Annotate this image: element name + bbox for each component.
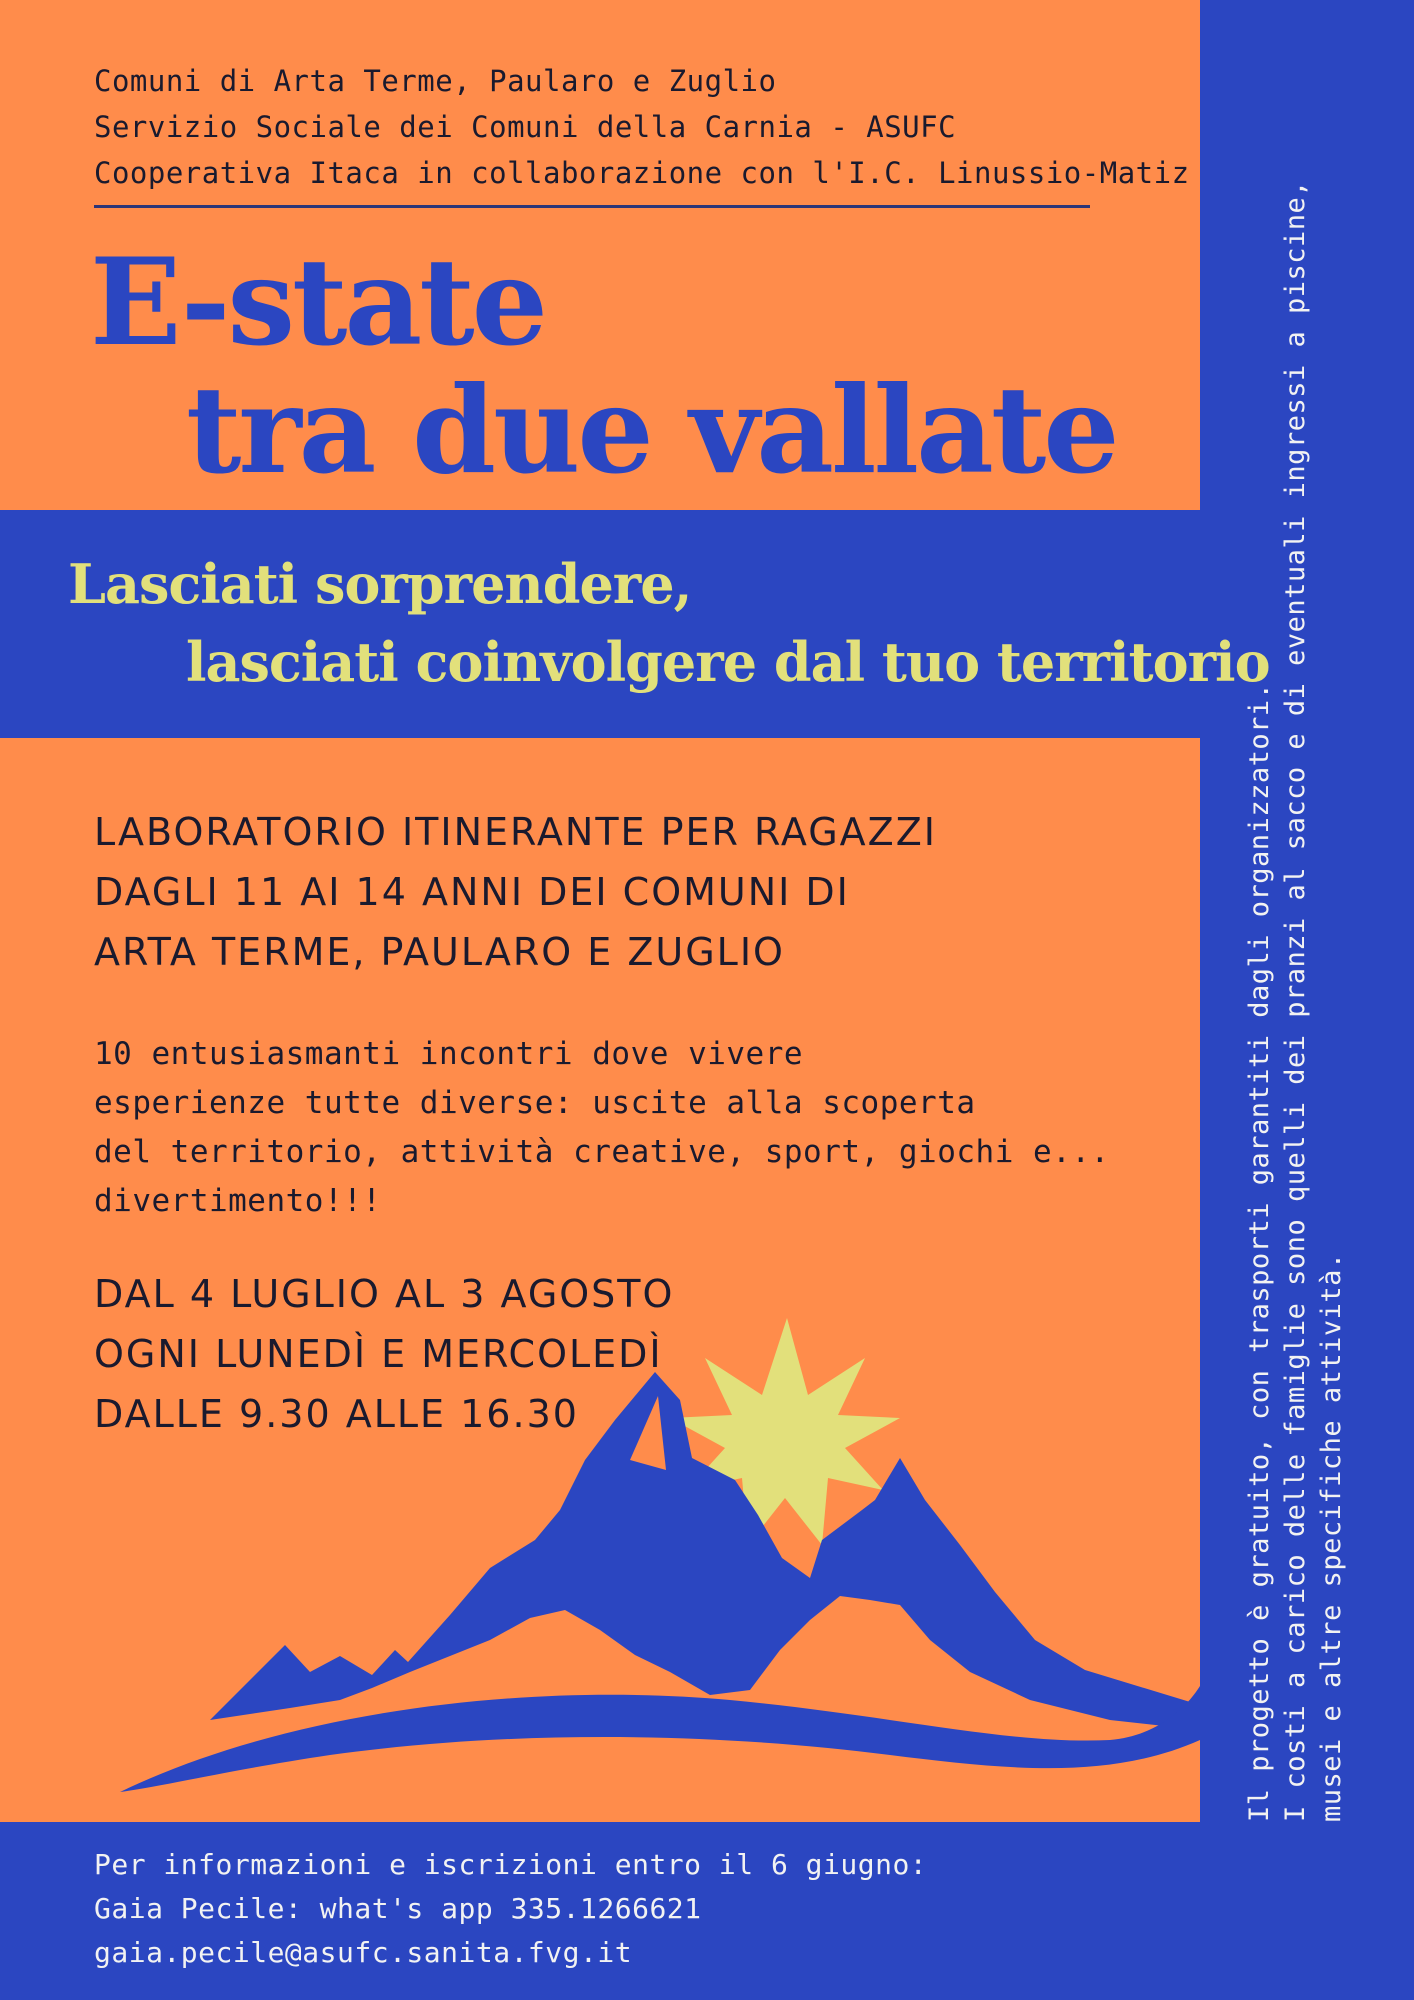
- sidebar-line-2: I costi a carico delle famiglie sono quelli dei pranzi al sacco e di eventuali ingressi a piscine,: [1280, 179, 1311, 1822]
- organizer-line-3: Cooperativa Itaca in collaborazione con l'I.C. Linussio-Matiz: [94, 156, 1190, 190]
- footer-contact-email[interactable]: gaia.pecile@asufc.sanita.fvg.it: [94, 1936, 633, 1969]
- schedule-line-1: DAL 4 LUGLIO AL 3 AGOSTO: [94, 1272, 675, 1316]
- sidebar-line-3: musei e altre specifiche attività.: [1316, 1252, 1347, 1822]
- mountain-sun-illustration: [110, 1300, 1200, 1820]
- organizer-line-1: Comuni di Arta Terme, Paularo e Zuglio: [94, 64, 777, 98]
- schedule-line-3: DALLE 9.30 ALLE 16.30: [94, 1392, 579, 1436]
- header-divider: [94, 205, 1090, 208]
- organizer-line-2: Servizio Sociale dei Comuni della Carnia - ASUFC: [94, 110, 957, 144]
- description-line-1: 10 entusiasmanti incontri dove vivere: [94, 1036, 804, 1072]
- sidebar-info-text: [1242, 179, 1350, 1822]
- description-line-3: del territorio, attività creative, sport, giochi e...: [94, 1134, 1110, 1170]
- tagline-band: [0, 510, 1200, 738]
- tagline-line-1: Lasciati sorprendere,: [68, 552, 692, 616]
- description-line-4: divertimento!!!: [94, 1183, 382, 1219]
- schedule-line-2: OGNI LUNEDÌ E MERCOLEDÌ: [94, 1332, 663, 1376]
- description-line-2: esperienze tutte diverse: uscite alla scoperta: [94, 1085, 976, 1121]
- tagline-line-2: lasciati coinvolgere dal tuo territorio: [186, 630, 1270, 694]
- intro-line-3: ARTA TERME, PAULARO E ZUGLIO: [94, 930, 785, 974]
- intro-line-1: LABORATORIO ITINERANTE PER RAGAZZI: [94, 810, 937, 854]
- intro-line-2: DAGLI 11 AI 14 ANNI DEI COMUNI DI: [94, 870, 850, 914]
- title-line-1: E-state: [90, 232, 546, 373]
- title-line-2: tra due vallate: [186, 360, 1117, 501]
- footer-info-line: Per informazioni e iscrizioni entro il 6 giugno:: [94, 1848, 928, 1881]
- sidebar-line-1: Il progetto è gratuito, con trasporti garantiti dagli organizzatori.: [1244, 682, 1275, 1822]
- footer-contact-phone: Gaia Pecile: what's app 335.1266621: [94, 1892, 702, 1925]
